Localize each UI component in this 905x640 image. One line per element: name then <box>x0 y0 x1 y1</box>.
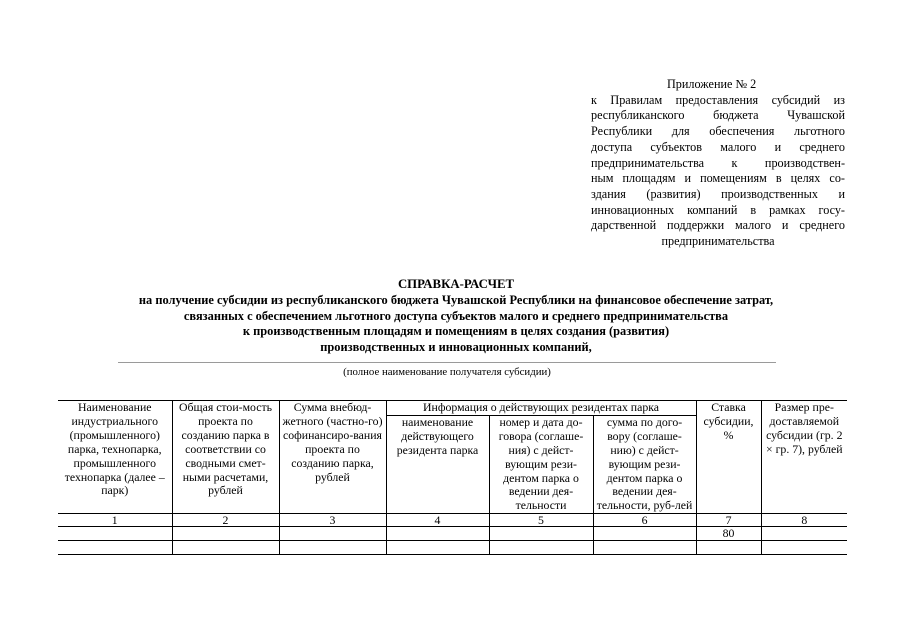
title-main: СПРАВКА-РАСЧЕТ <box>397 277 515 291</box>
appendix-line: инновационных компаний в рамках госу- <box>591 202 845 217</box>
header-cofinancing: Сумма внебюд-жетного (частно-го) софинансиро-вания проекта по созданию парка, рублей <box>279 401 386 514</box>
table-cell <box>761 527 847 541</box>
recipient-name-line <box>118 362 776 363</box>
column-number: 2 <box>172 514 279 527</box>
column-number: 1 <box>58 514 172 527</box>
title-line: производственных и инновационных компаний, <box>320 340 592 355</box>
table-cell <box>172 527 279 541</box>
appendix-line: дарственной поддержки малого и среднего <box>591 218 845 233</box>
table-cell <box>386 541 489 555</box>
column-number: 7 <box>696 514 761 527</box>
header-residents-group: Информация о действующих резидентах парка <box>386 401 696 416</box>
table-cell <box>489 527 593 541</box>
calculation-table <box>58 400 847 555</box>
table-cell <box>386 527 489 541</box>
header-subsidy-amount: Размер пре-доставляемой субсидии (гр. 2 × гр. 7), рублей <box>761 401 847 514</box>
appendix-line: ным площадям и помещениям в целях со- <box>591 171 845 186</box>
header-contract-number-date: номер и дата до-говора (соглаше-ния) с дейст-вующим рези-дентом парка о ведении дея-тельности <box>489 415 593 513</box>
appendix-block <box>591 77 845 250</box>
appendix-line: Республики для обеспечения льготного <box>591 124 845 139</box>
header-total-cost: Общая стои-мость проекта по созданию парка в соответствии со сводными смет-ными расчетами, рублей <box>172 401 279 514</box>
appendix-line: к Правилам предоставления субсидий из <box>591 92 845 107</box>
table-cell <box>58 541 172 555</box>
table-cell <box>696 541 761 555</box>
table-row <box>58 527 847 541</box>
recipient-caption: (полное наименование получателя субсидии) <box>343 366 551 378</box>
table-cell <box>761 541 847 555</box>
table-row <box>58 541 847 555</box>
subsidy-rate-value: 80 <box>696 527 761 541</box>
table-cell <box>279 541 386 555</box>
appendix-line: здания (развития) производственных и <box>591 186 845 201</box>
appendix-line: республиканского бюджета Чувашской <box>591 108 845 123</box>
header-contract-sum: сумма по дого-вору (соглаше-нию) с дейст-вующим рези-дентом парка о ведении дея-тельности, руб-лей <box>593 415 696 513</box>
header-park-name: Наименование индустриального (промышленного) парка, технопарка, промышленного технопарка (далее – парк) <box>58 401 172 514</box>
column-number: 6 <box>593 514 696 527</box>
column-number: 3 <box>279 514 386 527</box>
title-line: на получение субсидии из республиканского бюджета Чувашской Республики на финансовое обеспечение затрат, <box>138 292 774 307</box>
header-subsidy-rate: Ставка субсидии, % <box>696 401 761 514</box>
table-cell <box>489 541 593 555</box>
column-number: 5 <box>489 514 593 527</box>
column-number: 8 <box>761 514 847 527</box>
appendix-line: доступа субъектов малого и среднего <box>591 139 845 154</box>
table-cell <box>593 541 696 555</box>
title-line: связанных с обеспечением льготного доступа субъектов малого и среднего предпринимательства <box>183 308 729 323</box>
header-resident-name: наименование действующего резидента парка <box>386 415 489 513</box>
appendix-line: предпринимательства к производствен- <box>591 155 845 170</box>
table-cell <box>593 527 696 541</box>
table-cell <box>279 527 386 541</box>
document-title <box>40 277 872 356</box>
table-cell <box>58 527 172 541</box>
appendix-number: Приложение № 2 <box>667 77 757 91</box>
column-number: 4 <box>386 514 489 527</box>
appendix-line: предпринимательства <box>661 234 775 249</box>
table-cell <box>172 541 279 555</box>
title-line: к производственным площадям и помещениям в целях создания (развития) <box>242 324 670 339</box>
